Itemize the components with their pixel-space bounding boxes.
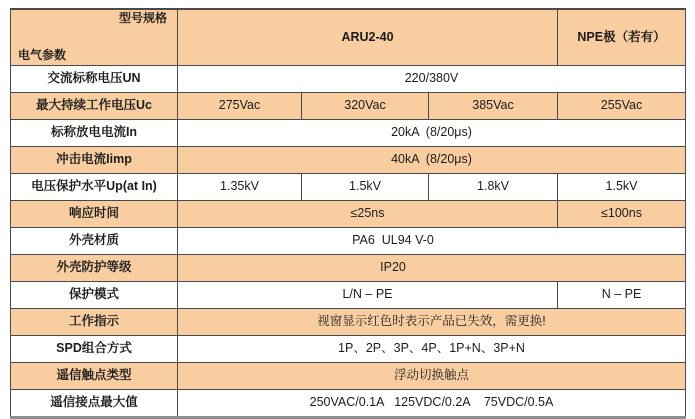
row-max-continuous-voltage	[11, 93, 686, 120]
row-spd-combination	[11, 336, 686, 363]
spec-table	[10, 8, 686, 419]
row-label: 交流标称电压UN	[11, 66, 178, 93]
row-protection-mode	[11, 282, 686, 309]
row-label: 标称放电电流In	[11, 120, 178, 147]
header-corner-cell	[11, 9, 178, 66]
row-value: 1P、2P、3P、4P、1P+N、3P+N	[178, 336, 686, 363]
row-voltage-protection-level	[11, 174, 686, 201]
row-value: L/N – PE	[178, 282, 558, 309]
row-value-col3: 385Vac	[429, 93, 558, 120]
row-label: 最大持续工作电压Uc	[11, 93, 178, 120]
row-value-col2: 320Vac	[302, 93, 429, 120]
header-corner-electrical-params-label: 电气参数	[18, 47, 67, 62]
row-label: 保护模式	[11, 282, 178, 309]
header-npe-cell: NPE极（若有）	[558, 9, 686, 66]
row-value: ≤25ns	[178, 201, 558, 228]
row-value-col1: 275Vac	[178, 93, 302, 120]
row-value: 20kA (8/20μs)	[178, 120, 686, 147]
header-row	[11, 9, 686, 66]
row-nominal-discharge-current	[11, 120, 686, 147]
row-value-npe: ≤100ns	[558, 201, 686, 228]
row-label: SPD组合方式	[11, 336, 178, 363]
row-label: 外壳防护等级	[11, 255, 178, 282]
row-impulse-current	[11, 147, 686, 174]
header-corner-model-spec-label: 型号规格	[118, 11, 167, 25]
row-response-time	[11, 201, 686, 228]
row-value: 浮动切换触点	[178, 363, 686, 390]
row-label: 遥信接点最大值	[11, 390, 178, 418]
spec-sheet-page	[0, 8, 695, 408]
row-label: 冲击电流Iimp	[11, 147, 178, 174]
row-value-npe: 255Vac	[558, 93, 686, 120]
row-value: 视窗显示红色时表示产品已失效，需更换!	[178, 309, 686, 336]
row-nominal-voltage	[11, 66, 686, 93]
header-model-cell: ARU2-40	[178, 9, 558, 66]
row-label: 响应时间	[11, 201, 178, 228]
row-label: 外壳材质	[11, 228, 178, 255]
row-value-col3: 1.8kV	[429, 174, 558, 201]
row-enclosure-material	[11, 228, 686, 255]
row-remote-contact-max	[11, 390, 686, 418]
row-value: 220/380V	[178, 66, 686, 93]
row-label: 遥信触点类型	[11, 363, 178, 390]
row-value: IP20	[178, 255, 686, 282]
row-value-col2: 1.5kV	[302, 174, 429, 201]
row-value-npe: 1.5kV	[558, 174, 686, 201]
row-label: 工作指示	[11, 309, 178, 336]
row-remote-contact-type	[11, 363, 686, 390]
row-enclosure-protection-rating	[11, 255, 686, 282]
row-value-col1: 1.35kV	[178, 174, 302, 201]
row-value: 40kA (8/20μs)	[178, 147, 686, 174]
row-value: 250VAC/0.1A 125VDC/0.2A 75VDC/0.5A	[178, 390, 686, 418]
row-value-npe: N – PE	[558, 282, 686, 309]
row-value: PA6 UL94 V-0	[178, 228, 686, 255]
row-working-indicator	[11, 309, 686, 336]
row-label: 电压保护水平Up(at In)	[11, 174, 178, 201]
